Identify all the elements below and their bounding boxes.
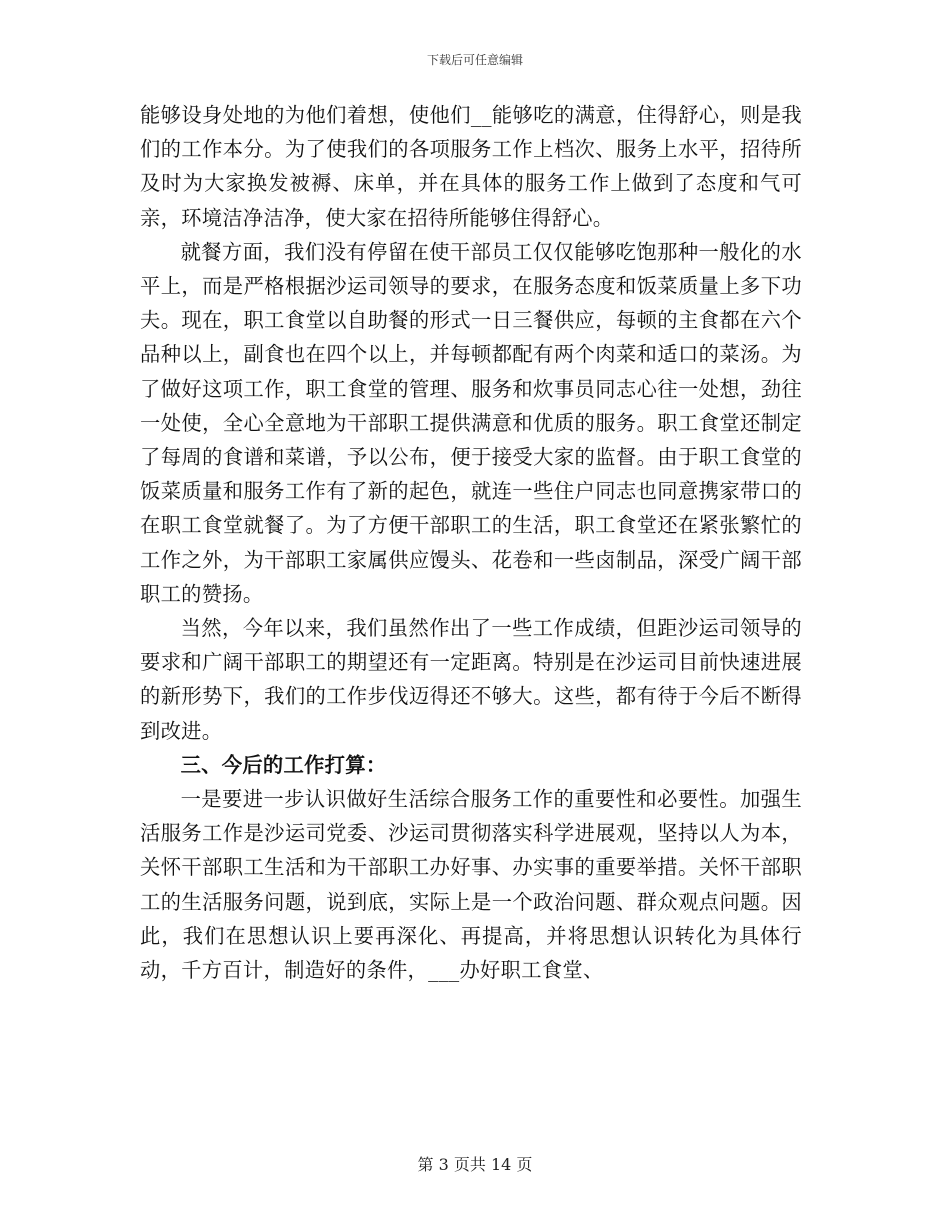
page-number: 第 3 页共 14 页: [417, 1155, 533, 1174]
section-heading-future-plans: 三、今后的工作打算：: [180, 752, 387, 777]
page-header: 下载后可任意编辑: [426, 53, 523, 67]
paragraph-continuation: 能够设身处地的为他们着想，使他们__能够吃的满意，住得舒心，则是我们的工作本分。为了使我们的各项服务工作上档次、服务上水平，招待所及时为大家换发被褥、床单，并在具体的服务工作上做到了态度和气可亲，环境洁净洁净，使大家在招待所能够住得舒心。: [140, 103, 802, 230]
paragraph-dining: 就餐方面，我们没有停留在使干部员工仅仅能够吃饱那种一般化的水平上，而是严格根据沙运司领导的要求，在服务态度和饭菜质量上多下功夫。现在，职工食堂以自助餐的形式一日三餐供应，每顿的主食都在六个品种以上，副食也在四个以上，并每顿都配有两个肉菜和适口的菜汤。为了做好这项工作，职工食堂的管理、服务和炊事员同志心往一处想，劲往一处使，全心全意地为干部职工提供满意和优质的服务。职工食堂还制定了每周的食谱和菜谱，予以公布，便于接受大家的监督。由于职工食堂的饭菜质量和服务工作有了新的起色，就连一些住户同志也同意携家带口的在职工食堂就餐了。为了方便干部职工的生活，职工食堂还在紧张繁忙的工作之外，为干部职工家属供应馒头、花卷和一些卤制品，深受广阔干部职工的赞扬。: [140, 239, 802, 606]
document-body: [140, 98, 802, 987]
paragraph-shortcomings: 当然，今年以来，我们虽然作出了一些工作成绩，但距沙运司领导的要求和广阔干部职工的期望还有一定距离。特别是在沙运司目前快速进展的新形势下，我们的工作步伐迈得还不够大。这些，都有待于今后不断得到改进。: [140, 616, 802, 743]
paragraph-plan-one: 一是要进一步认识做好生活综合服务工作的重要性和必要性。加强生活服务工作是沙运司党委、沙运司贯彻落实科学进展观，坚持以人为本，关怀干部职工生活和为干部职工办好事、办实事的重要举措。关怀干部职工的生活服务问题，说到底，实际上是一个政治问题、群众观点问题。因此，我们在思想认识上要再深化、再提高，并将思想认识转化为具体行动，千方百计，制造好的条件，___办好职工食堂、: [140, 787, 802, 983]
